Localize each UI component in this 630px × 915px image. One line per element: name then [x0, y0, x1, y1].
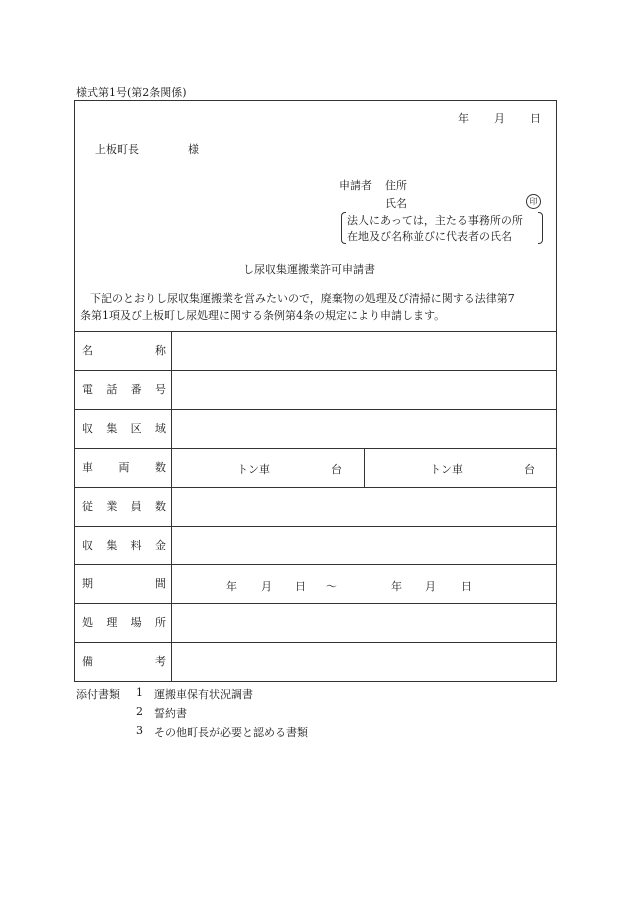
- row-label-char: 理: [106, 616, 118, 629]
- period-start-day: 日: [295, 580, 306, 593]
- vehicle-ton-label-1: トン車: [237, 463, 270, 476]
- seal-icon: 印: [526, 194, 541, 209]
- row-label: [82, 526, 166, 564]
- vehicle-unit-2: 台: [524, 463, 535, 476]
- row-label-char: 集: [106, 539, 118, 552]
- attachment-text-1: 運搬車保有状況調書: [154, 688, 253, 701]
- applicant-note-line2: 在地及び名称並びに代表者の氏名: [347, 230, 512, 243]
- vehicle-unit-1: 台: [331, 463, 342, 476]
- row-label-char: 両: [118, 461, 130, 474]
- row-label-char: 金: [154, 539, 166, 552]
- date-month-label: 月: [494, 112, 505, 125]
- period-start-month: 月: [261, 580, 272, 593]
- row-value-field[interactable]: [172, 449, 556, 486]
- document-title: し尿収集運搬業許可申請書: [243, 263, 375, 276]
- row-label-char: 区: [130, 422, 142, 435]
- period-end-year: 年: [391, 580, 402, 593]
- date-day-label: 日: [530, 112, 541, 125]
- note-bracket-right: [538, 212, 543, 244]
- date-year-label: 年: [458, 112, 469, 125]
- body-text: [80, 290, 550, 324]
- row-label-char: 名: [82, 344, 93, 357]
- row-label-char: 備: [82, 655, 93, 668]
- attachment-num-2: 2: [136, 705, 143, 718]
- addressee-honorific: 様: [188, 143, 199, 156]
- period-end-day: 日: [461, 580, 472, 593]
- row-value-field[interactable]: [172, 604, 556, 641]
- period-start-year: 年: [226, 580, 237, 593]
- form-number: 様式第1号(第2条関係): [76, 86, 187, 99]
- row-label: [82, 331, 166, 369]
- row-label-char: 収: [82, 422, 93, 435]
- row-value-field[interactable]: [172, 643, 556, 680]
- row-value-field[interactable]: [172, 332, 556, 369]
- row-label-char: 号: [154, 383, 166, 396]
- row-label: [82, 642, 166, 680]
- attachment-text-3: その他町長が必要と認める書類: [154, 726, 308, 739]
- period-end-month: 月: [425, 580, 436, 593]
- row-label-char: 話: [106, 383, 118, 396]
- row-label-char: 収: [82, 539, 93, 552]
- row-label-char: 数: [155, 461, 166, 474]
- row-label: [82, 448, 166, 486]
- note-bracket-left: [341, 212, 346, 244]
- row-label: [82, 487, 166, 525]
- row-label-char: 場: [130, 616, 142, 629]
- row-value-field[interactable]: [172, 565, 556, 602]
- applicant-note-line1: 法人にあっては，主たる事務所の所: [347, 214, 523, 227]
- row-label-char: 所: [154, 616, 166, 629]
- applicant-address-label: 住所: [385, 179, 407, 192]
- row-label-char: 処: [82, 616, 93, 629]
- attachment-num-3: 3: [136, 724, 143, 737]
- row-value-field[interactable]: [172, 410, 556, 447]
- row-label: [82, 409, 166, 447]
- row-label-char: 数: [154, 500, 166, 513]
- table-row-border: [74, 681, 557, 682]
- addressee-name: 上板町長: [95, 143, 139, 156]
- row-label-char: 車: [82, 461, 93, 474]
- row-label-char: 集: [106, 422, 118, 435]
- row-label-char: 称: [155, 344, 166, 357]
- row-label: [82, 370, 166, 408]
- body-line-1: 下記のとおりし尿収集運搬業を営みたいので，廃棄物の処理及び清掃に関する法律第7: [90, 292, 515, 305]
- row-label-char: 番: [130, 383, 142, 396]
- body-line-2: 条第1項及び上板町し尿処理に関する条例第4条の規定により申請します。: [80, 309, 446, 322]
- period-tilde: ～: [326, 580, 337, 593]
- row-label-char: 期: [82, 577, 93, 590]
- attachment-num-1: 1: [136, 686, 143, 699]
- applicant-label: 申請者: [339, 179, 372, 192]
- row-label-char: 間: [155, 577, 166, 590]
- row-label-char: 員: [130, 500, 142, 513]
- row-label: [82, 564, 166, 602]
- applicant-name-label: 氏名: [385, 197, 407, 210]
- row-label-char: 域: [154, 422, 166, 435]
- vehicle-ton-label-2: トン車: [430, 463, 463, 476]
- row-label-char: 料: [130, 539, 142, 552]
- attachments-heading: 添付書類: [76, 688, 120, 701]
- row-label: [82, 603, 166, 641]
- row-label-char: 業: [106, 500, 118, 513]
- attachment-text-2: 誓約書: [154, 707, 187, 720]
- row-label-char: 電: [82, 383, 93, 396]
- row-value-field[interactable]: [172, 371, 556, 408]
- row-label-char: 考: [155, 655, 166, 668]
- row-label-char: 従: [82, 500, 93, 513]
- row-value-field[interactable]: [172, 527, 556, 564]
- row-value-field[interactable]: [172, 488, 556, 525]
